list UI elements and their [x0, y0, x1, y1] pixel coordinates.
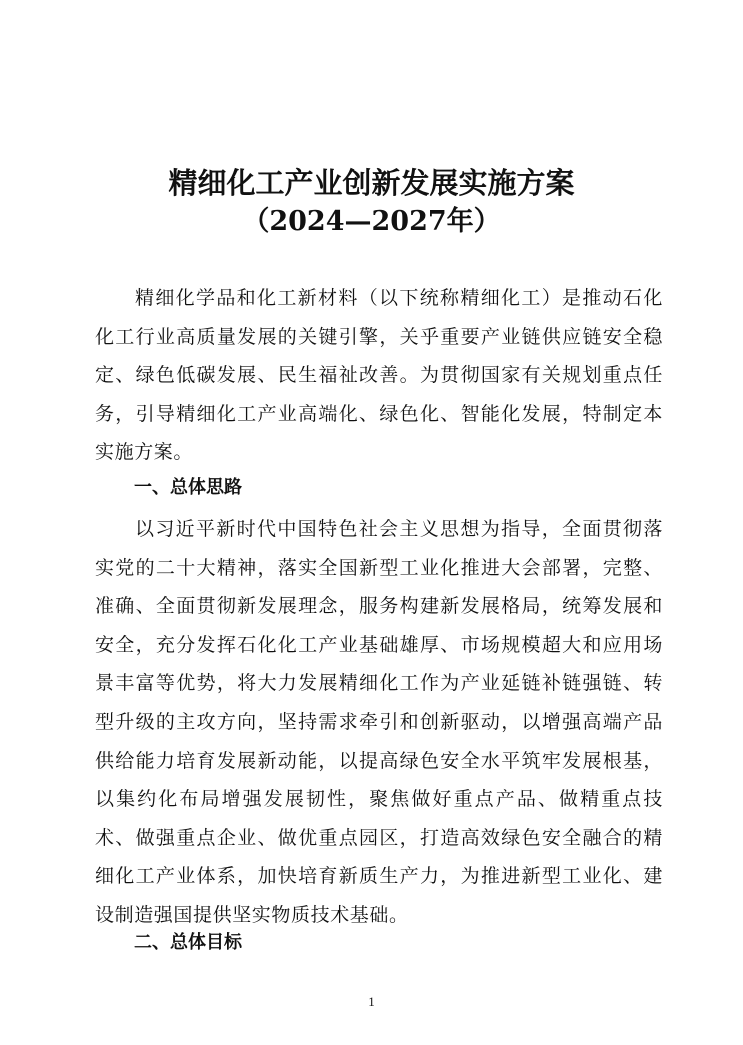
page-number: 1	[368, 994, 375, 1009]
document-subtitle: （2024—2027年）	[242, 206, 501, 237]
document-title: 精细化工产业创新发展实施方案	[168, 166, 575, 200]
section-paragraph-overall-approach: 以习近平新时代中国特色社会主义思想为指导，全面贯彻落实党的二十大精神，落实全国新型工业化推进大会部署，完整、准确、全面贯彻新发展理念，服务构建新发展格局，统筹发展和安全，充分发挥石化化工产业基础雄厚、市场规模超大和应用场景丰富等优势，将大力发展精细化工作为产业延链补链强链、转型升级的主攻方向，坚持需求牵引和创新驱动，以增强高端产品供给能力培育发展新动能，以提高绿色安全水平筑牢发展根基，以集约化布局增强发展韧性，聚焦做好重点产品、做精重点技术、做强重点企业、做优重点园区，打造高效绿色安全融合的精细化工产业体系，加快培育新质生产力，为推进新型工业化、建设制造强国提供坚实物质技术基础。	[95, 518, 663, 926]
section-heading-overall-approach: 一、总体思路	[134, 477, 242, 498]
section-heading-overall-goals: 二、总体目标	[134, 932, 242, 953]
intro-paragraph: 精细化学品和化工新材料（以下统称精细化工）是推动石化化工行业高质量发展的关键引擎，关乎重要产业链供应链安全稳定、绿色低碳发展、民生福祉改善。为贯彻国家有关规划重点任务，引导精细化工产业高端化、绿色化、智能化发展，特制定本实施方案。	[95, 287, 663, 464]
